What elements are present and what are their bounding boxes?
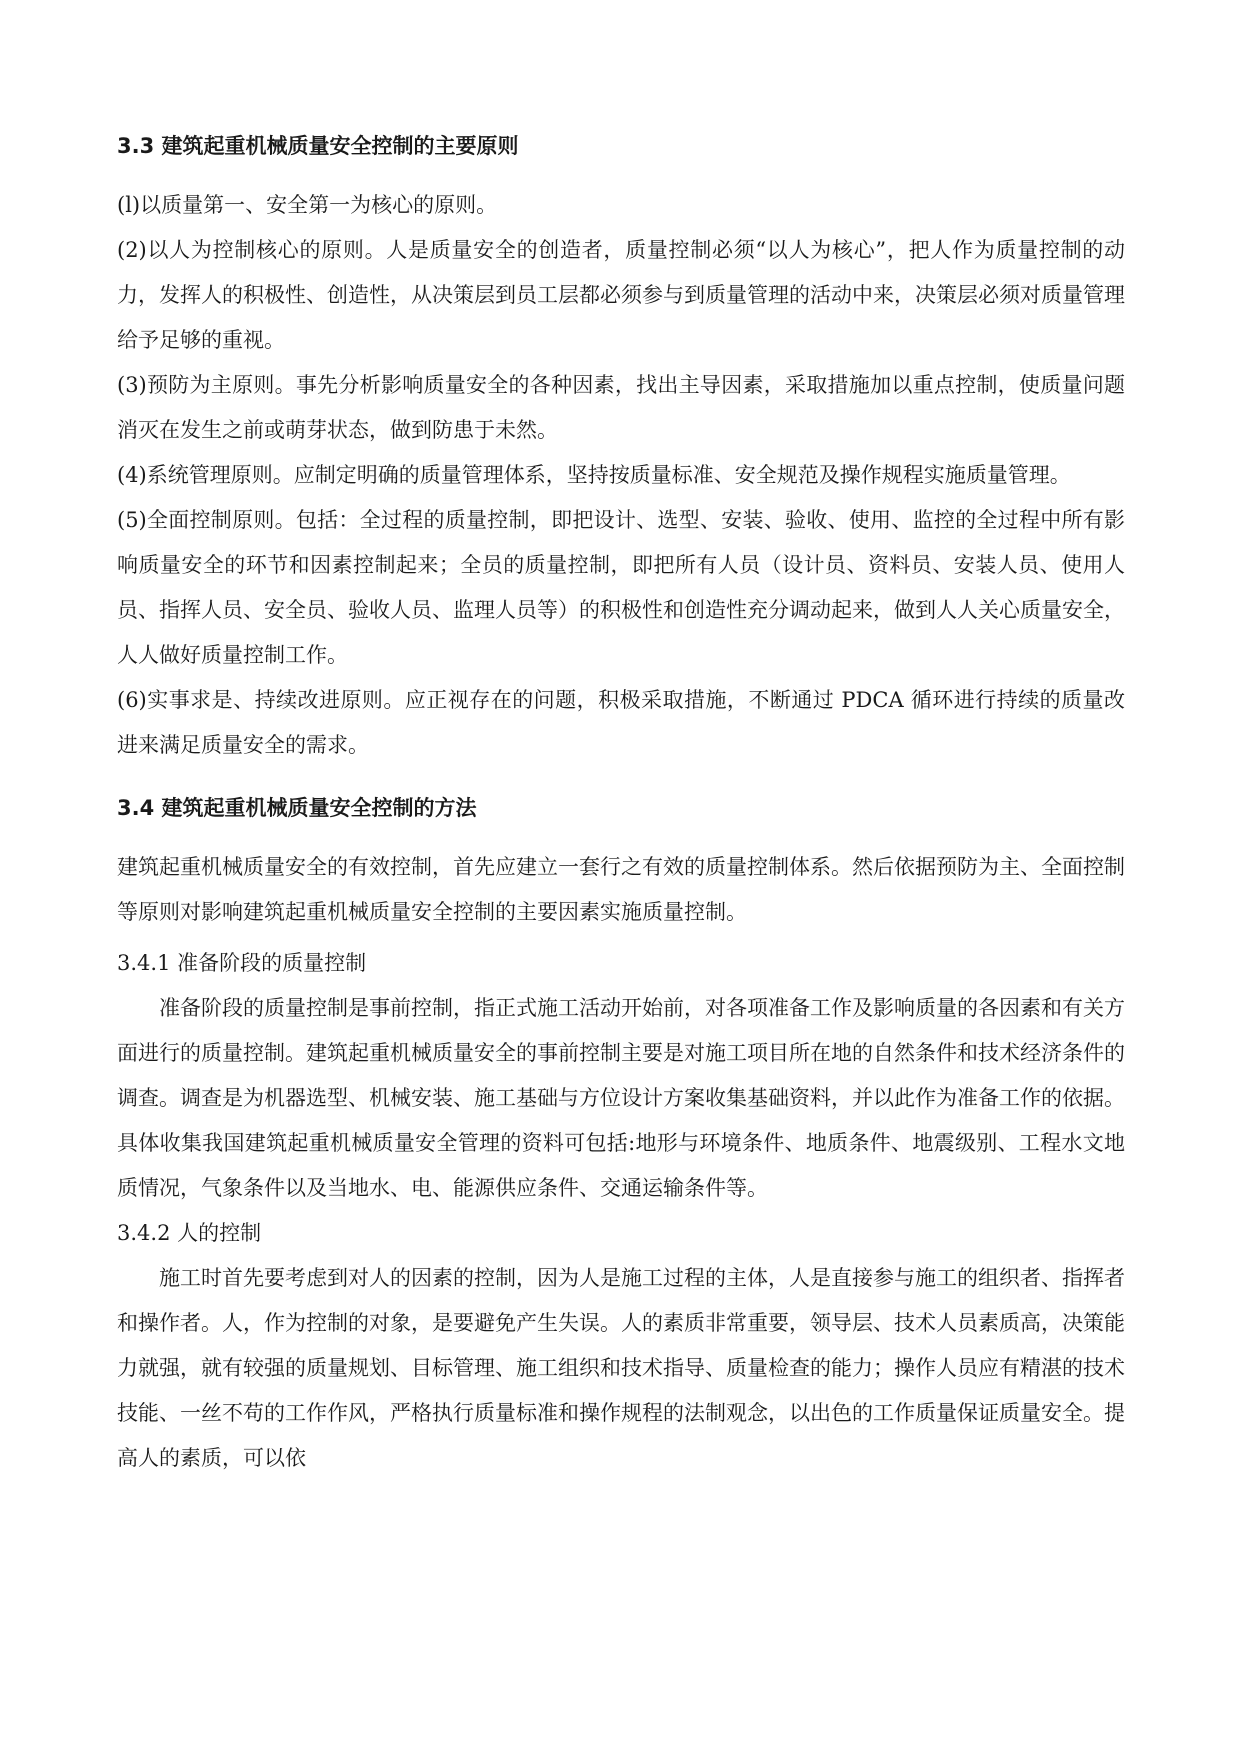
subsection-3-4-2-title: 3.4.2 人的控制 <box>117 1221 262 1245</box>
principle-3: (3)预防为主原则。事先分析影响质量安全的各种因素，找出主导因素，采取措施加以重点控制，使质量问题消灭在发生之前或萌芽状态，做到防患于未然。 <box>117 373 1125 442</box>
section-3-4-intro: 建筑起重机械质量安全的有效控制，首先应建立一套行之有效的质量控制体系。然后依据预防为主、全面控制等原则对影响建筑起重机械质量安全控制的主要因素实施质量控制。 <box>117 855 1125 924</box>
subsection-3-4-1-title: 3.4.1 准备阶段的质量控制 <box>117 951 367 975</box>
principle-1: (l)以质量第一、安全第一为核心的原则。 <box>117 193 498 217</box>
principle-5: (5)全面控制原则。包括：全过程的质量控制，即把设计、选型、安装、验收、使用、监控的全过程中所有影响质量安全的环节和因素控制起来；全员的质量控制，即把所有人员（设计员、资料员、安装人员、使用人员、指挥人员、安全员、验收人员、监理人员等）的积极性和创造性充分调动起来，做到人人关心质量安全，人人做好质量控制工作。 <box>117 508 1125 667</box>
principle-6: (6)实事求是、持续改进原则。应正视存在的问题，积极采取措施，不断通过 PDCA 循环进行持续的质量改进来满足质量安全的需求。 <box>117 688 1125 757</box>
section-3-4-heading: 3.4 建筑起重机械质量安全控制的方法 <box>117 796 477 820</box>
principle-2: (2)以人为控制核心的原则。人是质量安全的创造者，质量控制必须“以人为核心”，把人作为质量控制的动力，发挥人的积极性、创造性，从决策层到员工层都必须参与到质量管理的活动中来，决策层必须对质量管理给予足够的重视。 <box>117 238 1125 352</box>
subsection-3-4-1-body: 准备阶段的质量控制是事前控制，指正式施工活动开始前，对各项准备工作及影响质量的各因素和有关方面进行的质量控制。建筑起重机械质量安全的事前控制主要是对施工项目所在地的自然条件和技术经济条件的调查。调查是为机器选型、机械安装、施工基础与方位设计方案收集基础资料，并以此作为准备工作的依据。具体收集我国建筑起重机械质量安全管理的资料可包括:地形与环境条件、地质条件、地震级别、工程水文地质情况，气象条件以及当地水、电、能源供应条件、交通运输条件等。 <box>117 996 1125 1200</box>
principle-4: (4)系统管理原则。应制定明确的质量管理体系，坚持按质量标准、安全规范及操作规程实施质量管理。 <box>117 463 1071 487</box>
document-page <box>117 128 1125 1481</box>
section-3-3-heading: 3.3 建筑起重机械质量安全控制的主要原则 <box>117 134 519 158</box>
subsection-3-4-2-body: 施工时首先要考虑到对人的因素的控制，因为人是施工过程的主体，人是直接参与施工的组织者、指挥者和操作者。人，作为控制的对象，是要避免产生失误。人的素质非常重要，领导层、技术人员素质高，决策能力就强，就有较强的质量规划、目标管理、施工组织和技术指导、质量检查的能力；操作人员应有精湛的技术技能、一丝不苟的工作作风，严格执行质量标准和操作规程的法制观念，以出色的工作质量保证质量安全。提高人的素质，可以依 <box>117 1266 1125 1470</box>
